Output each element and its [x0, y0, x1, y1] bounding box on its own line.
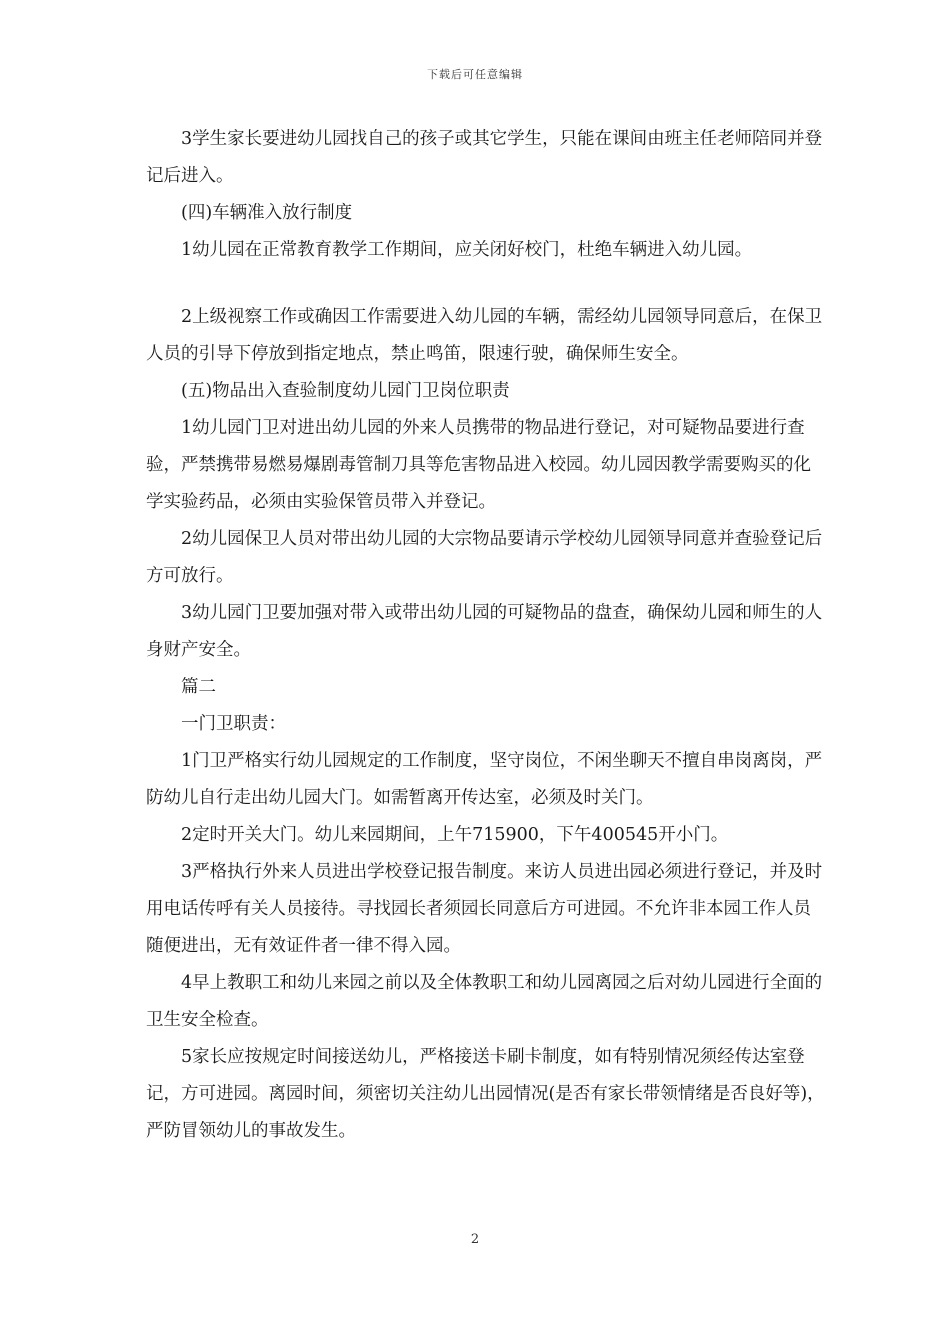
paragraph: 2上级视察工作或确因工作需要进入幼儿园的车辆，需经幼儿园领导同意后，在保卫人员的引导下停放到指定地点，禁止鸣笛，限速行驶，确保师生安全。 [146, 307, 823, 364]
section-heading: 篇二 [181, 677, 216, 697]
spacer [146, 269, 826, 299]
section-heading: (四)车辆准入放行制度 [181, 203, 353, 223]
section-heading: 一门卫职责： [181, 714, 286, 734]
paragraph: 1门卫严格实行幼儿园规定的工作制度，坚守岗位，不闲坐聊天不擅自串岗离岗，严防幼儿自行走出幼儿园大门。如需暂离开传达室，必须及时关门。 [146, 751, 823, 808]
paragraph: 2定时开关大门。幼儿来园期间，上午715900，下午400545开小门。 [181, 825, 729, 845]
page-number: 2 [470, 1232, 480, 1247]
document-body [146, 121, 826, 1150]
paragraph: 3幼儿园门卫要加强对带入或带出幼儿园的可疑物品的盘查，确保幼儿园和师生的人身财产安全。 [146, 603, 823, 660]
paragraph: 1幼儿园门卫对进出幼儿园的外来人员携带的物品进行登记，对可疑物品要进行查验，严禁携带易燃易爆剧毒管制刀具等危害物品进入校园。幼儿园因教学需要购买的化学实验药品，必须由实验保管员带入并登记。 [146, 418, 811, 512]
paragraph: 4早上教职工和幼儿来园之前以及全体教职工和幼儿园离园之后对幼儿园进行全面的卫生安全检查。 [146, 973, 823, 1030]
paragraph: 2幼儿园保卫人员对带出幼儿园的大宗物品要请示学校幼儿园领导同意并查验登记后方可放行。 [146, 529, 823, 586]
paragraph: 3严格执行外来人员进出学校登记报告制度。来访人员进出园必须进行登记，并及时用电话传呼有关人员接待。寻找园长者须园长同意后方可进园。不允许非本园工作人员随便进出，无有效证件者一律不得入园。 [146, 862, 823, 956]
paragraph: 1幼儿园在正常教育教学工作期间，应关闭好校门，杜绝车辆进入幼儿园。 [181, 240, 753, 260]
paragraph: 3学生家长要进幼儿园找自己的孩子或其它学生，只能在课间由班主任老师陪同并登记后进入。 [146, 129, 823, 186]
page-header: 下载后可任意编辑 [427, 68, 523, 81]
paragraph: 5家长应按规定时间接送幼儿，严格接送卡刷卡制度，如有特别情况须经传达室登记，方可进园。离园时间，须密切关注幼儿出园情况(是否有家长带领情绪是否良好等)，严防冒领幼儿的事故发生。 [146, 1047, 825, 1141]
section-heading: (五)物品出入查验制度幼儿园门卫岗位职责 [181, 381, 510, 401]
